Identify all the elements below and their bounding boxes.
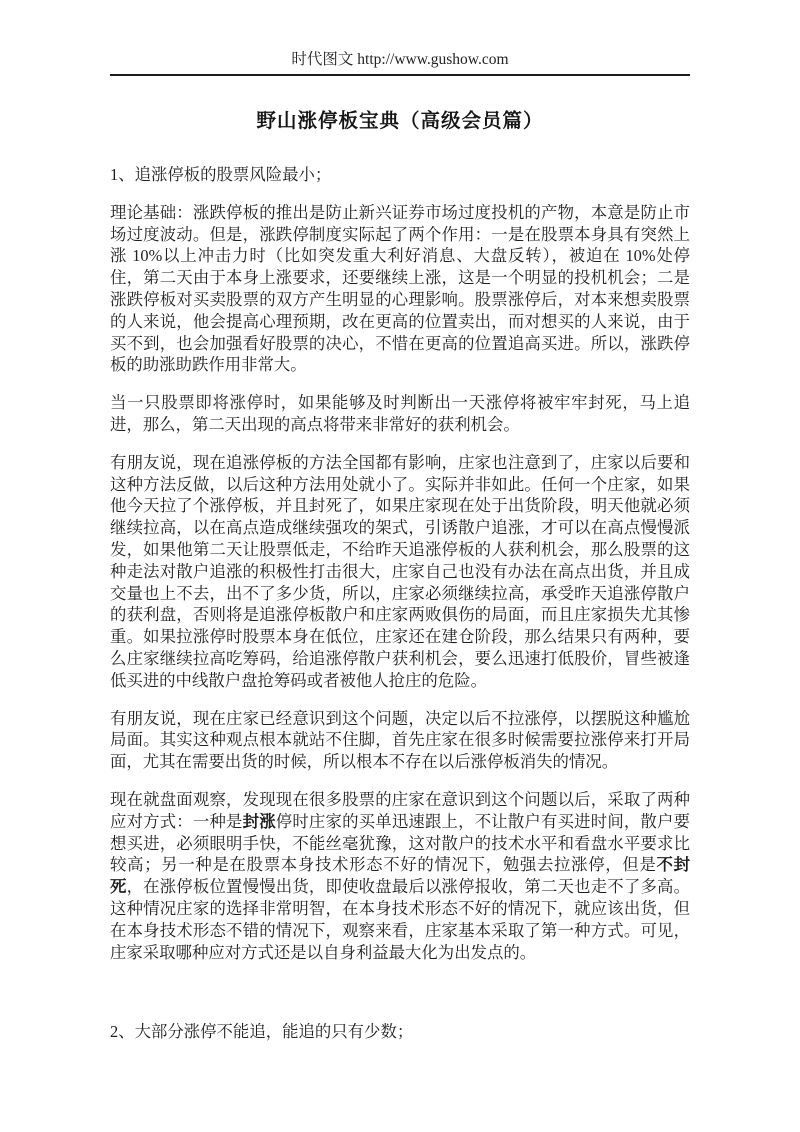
- text-run: 1、追涨停板的股票风险最小；: [110, 165, 332, 184]
- section-1-heading: [110, 164, 690, 186]
- text-run: 停时庄家的买单迅速跟上，不让散户有买进时间，散户要想买进，必须眼明手快，不能丝毫犹豫，这对散户的技术水平和看盘水平要求比较高；另一种是在股票本身技术形态不好的情况下，勉强去拉涨停，但是: [110, 811, 691, 875]
- text-run: 理论基础：涨跌停板的推出是防止新兴证券市场过度投机的产物，本意是防止市场过度波动。但是，涨跌停制度实际起了两个作用：一是在股票本身具有突然上涨 10%以上冲击力时（比如突发重大利好消息、大盘反转），被迫在 10%处停住，第二天由于本身上涨要求，还要继续上涨，这是一个明显的投机机会；二是涨跌停板对买卖股票的双方产生明显的心理影响。股票涨停后，对本来想卖股票的人来说，他会提高心理预期，改在更高的位置卖出，而对想买的人来说，由于买不到，也会加强看好股票的决心，不惜在更高的位置追高买进。所以，涨跌停板的助涨助跌作用非常大。: [110, 202, 690, 375]
- text-run: 2、大部分涨停不能追，能追的只有少数；: [110, 1022, 414, 1042]
- para-friend-objection-no-limit-up: [110, 708, 690, 773]
- para-market-observation: [110, 789, 690, 963]
- para-friend-objection-banker: [110, 452, 690, 692]
- text-run: 现在就盘面观察，发现现在很多股票的庄家在意识到这个问题以后，采取了两种应对方式：一种是: [110, 789, 690, 831]
- header-divider: [110, 74, 690, 76]
- header-site-text: 时代图文 http://www.gushow.com: [291, 51, 509, 68]
- bold-term: 封涨: [242, 811, 276, 831]
- text-run: 有朋友说，现在追涨停板的方法全国都有影响，庄家也注意到了，庄家以后要和这种方法反做，以后这种方法用处就小了。实际并非如此。任何一个庄家，如果他今天拉了个涨停板，并且封死了，如果庄家现在处于出货阶段，明天他就必须继续拉高，以在高点造成继续强攻的架式，引诱散户追涨，才可以在高点慢慢派发，如果他第二天让股票低走，不给昨天追涨停板的人获利机会，那么股票的这种走法对散户追涨的积极性打击很大，庄家自己也没有办法在高点出货，并且成交量也上不去，出不了多少货，所以，庄家必须继续拉高，承受昨天追涨停散户的获利盘，否则将是追涨停板散户和庄家两败俱伤的局面，而且庄家损失尤其惨重。如果拉涨停时股票本身在低位，庄家还在建仓阶段，那么结果只有两种，要么庄家继续拉高吃筹码，给追涨停散户获利机会，要么迅速打低股价，冒些被逢低买进的中线散户盘抢筹码或者被他人抢庄的危险。: [110, 452, 690, 690]
- text-run: ，在涨停板位置慢慢出货，即使收盘最后以涨停报收，第二天也走不了多高。这种情况庄家的选择非常明智，在本身技术形态不好的情况下，就应该出货，但在本身技术形态不错的情况下，观察来看，庄家基本采取了第一种方式。可见，庄家采取哪种应对方式还是以自身利益最大化为出发点的。: [110, 877, 690, 962]
- bold-term: 不封死: [110, 855, 691, 897]
- text-run: 当一只股票即将涨停时，如果能够及时判断出一天涨停将被牢牢封死，马上追进，那么，第二天出现的高点将带来非常好的获利机会。: [110, 393, 690, 434]
- document-body: [110, 164, 690, 1043]
- document-title: 野山涨停板宝典（高级会员篇）: [256, 111, 544, 132]
- para-catch-limit-up: [110, 392, 690, 436]
- section-2-heading: [110, 1021, 690, 1043]
- para-theory-basis: [110, 202, 690, 376]
- text-run: 有朋友说，现在庄家已经意识到这个问题，决定以后不拉涨停，以摆脱这种尴尬局面。其实这种观点根本就站不住脚，首先庄家在很多时候需要拉涨停来打开局面，尤其在需要出货的时候，所以根本不存在以后涨停板消失的情况。: [110, 708, 690, 772]
